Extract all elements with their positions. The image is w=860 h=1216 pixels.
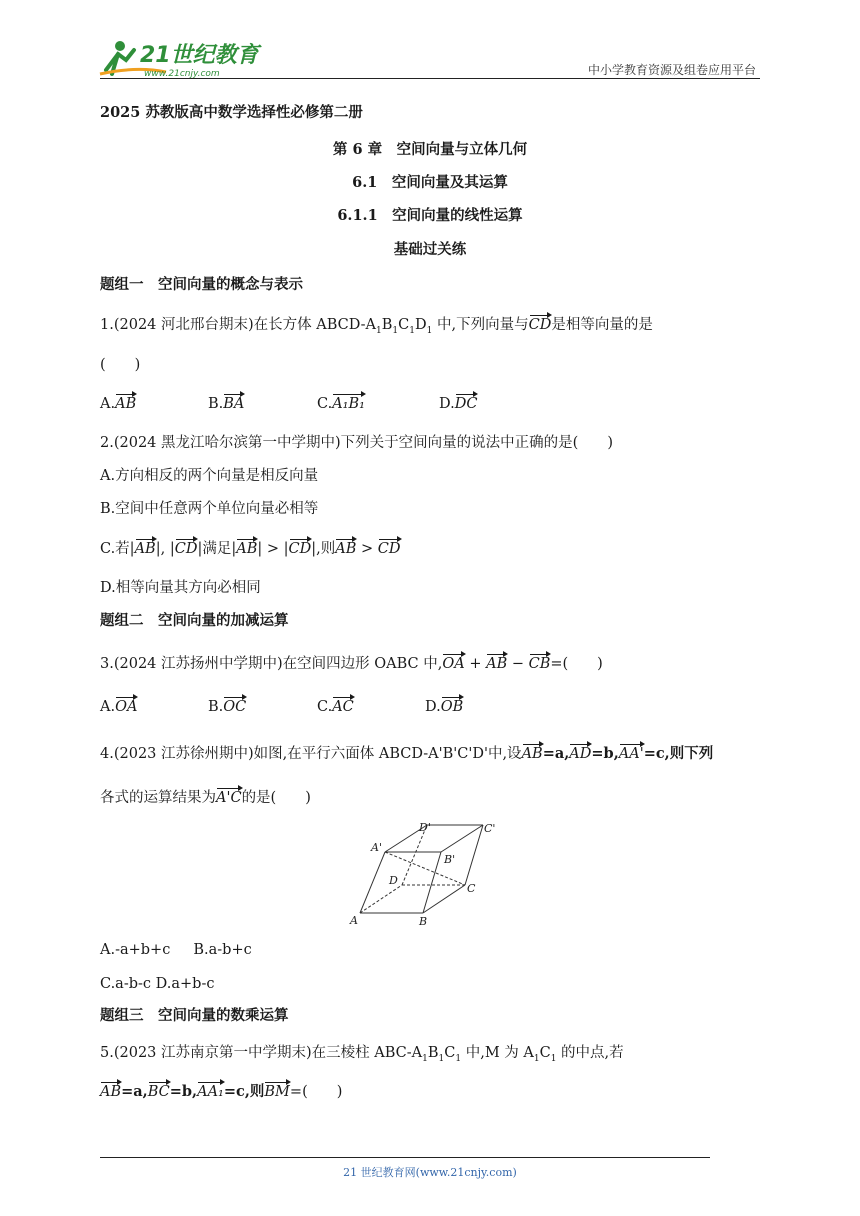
question-3-option-a: A.OA xyxy=(100,699,138,715)
figure-label-c: C xyxy=(467,882,476,895)
vector-cd: CD xyxy=(528,317,552,333)
logo-text: 21世纪教育 xyxy=(140,43,259,68)
question-1-option-c: C.A₁B₁ xyxy=(317,396,365,412)
question-4-option-b: B.a-b+c xyxy=(193,942,252,958)
figure-label-b: B xyxy=(419,915,428,928)
question-2-option-a: A.方向相反的两个向量是相反向量 xyxy=(100,468,319,484)
question-4-option-a: A.-a+b+c xyxy=(100,942,171,958)
header-divider xyxy=(100,78,760,79)
parallelepiped-figure xyxy=(345,818,515,930)
question-1-option-d: D.DC xyxy=(439,396,478,412)
figure-label-b-prime: B' xyxy=(444,853,456,866)
section-title: 6.1 空间向量及其运算 xyxy=(352,174,508,191)
chapter-title: 第 6 章 空间向量与立体几何 xyxy=(332,141,528,158)
question-4-option-c: C.a-b-c xyxy=(100,976,152,992)
question-2-option-d: D.相等向量其方向必相同 xyxy=(100,580,261,596)
question-5-stem: 5.(2023 江苏南京第一中学期末)在三棱柱 ABC-$A_1B_1C_1$ 中,M 为 $A_1C_1$ 的中点,若 xyxy=(100,1045,624,1064)
header-platform-text: 中小学教育资源及组卷应用平台 xyxy=(587,63,756,77)
question-1-option-b: B.BA xyxy=(208,396,245,412)
group-2-title: 题组二 空间向量的加减运算 xyxy=(100,612,289,629)
question-2-stem: 2.(2024 黑龙江哈尔滨第一中学期中)下列关于空间向量的说法中正确的是( ) xyxy=(100,435,613,451)
question-3-option-d: D.OB xyxy=(425,699,464,715)
question-3-option-b: B.OC xyxy=(208,699,247,715)
figure-label-d: D xyxy=(389,874,398,887)
practice-title: 基础过关练 xyxy=(393,241,467,258)
footer-divider xyxy=(100,1157,710,1158)
question-4-options-row1 xyxy=(100,940,252,960)
figure-label-c-prime: C' xyxy=(484,822,496,835)
question-2-option-b: B.空间中任意两个单位向量必相等 xyxy=(100,501,319,517)
figure-label-a: A xyxy=(350,914,358,927)
question-4-stem-line2: 各式的运算结果为A'C的是( ) xyxy=(100,790,311,806)
question-3-option-c: C.AC xyxy=(317,699,354,715)
question-3-stem: 3.(2024 江苏扬州中学期中)在空间四边形 OABC 中,OA + AB − CB=( ) xyxy=(100,656,603,672)
footer-text: 21 世纪教育网(www.21cnjy.com) xyxy=(343,1166,517,1179)
question-1-option-a: A.AB xyxy=(100,396,137,412)
question-5-stem-line2: AB=a,BC=b,AA₁=c,则BM=( ) xyxy=(100,1083,343,1100)
question-4-option-d: D.a+b-c xyxy=(155,976,215,992)
question-4-stem: 4.(2023 江苏徐州期中)如图,在平行六面体 ABCD-A'B'C'D'中,设AB=a,AD=b,AA'=c,则下列 xyxy=(100,745,714,762)
question-1-stem: 1.(2024 河北邢台期末)在长方体 ABCD-$A_1B_1C_1D_1$ 中,下列向量与CD是相等向量的是 xyxy=(100,317,653,336)
book-title: 2025 苏教版高中数学选择性必修第二册 xyxy=(100,104,363,121)
question-4-options-row2 xyxy=(100,974,214,994)
subsection-title: 6.1.1 空间向量的线性运算 xyxy=(337,207,523,224)
figure-label-d-prime: D' xyxy=(419,821,431,834)
group-1-title: 题组一 空间向量的概念与表示 xyxy=(100,276,303,293)
question-1-paren: ( ) xyxy=(100,357,141,373)
question-2-option-c: C.若|AB|, |CD|满足|AB| > |CD|,则AB > CD xyxy=(100,541,401,557)
group-3-title: 题组三 空间向量的数乘运算 xyxy=(100,1007,289,1024)
site-logo xyxy=(96,36,266,80)
figure-label-a-prime: A' xyxy=(371,841,382,854)
logo-url: www.21cnjy.com xyxy=(144,69,220,79)
